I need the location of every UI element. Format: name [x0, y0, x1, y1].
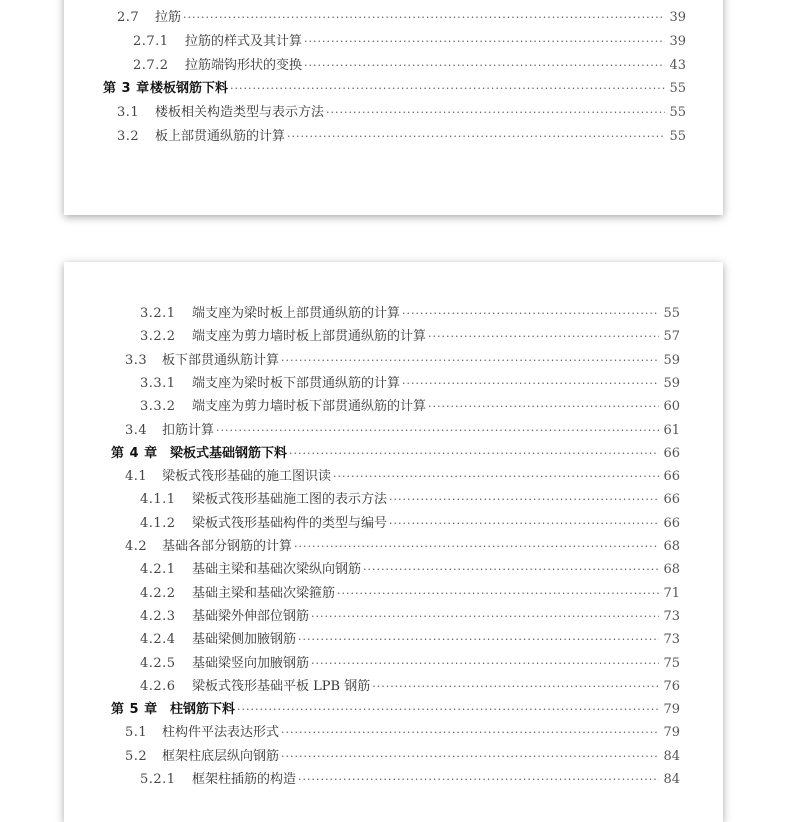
entry-title: 基础主梁和基础次梁纵向钢筋: [192, 562, 362, 578]
dot-leader: [326, 103, 665, 123]
toc-entry-subsection[interactable]: [133, 32, 686, 52]
entry-number: 2.7: [117, 10, 140, 25]
entry-page-number: 59: [663, 375, 680, 391]
toc-entry-section[interactable]: [117, 127, 686, 147]
entry-number: 4.2.1: [140, 562, 176, 578]
toc-entry-subsection[interactable]: [140, 654, 680, 674]
dot-leader: [304, 32, 665, 52]
entry-number: 4.1.1: [140, 492, 176, 508]
dot-leader: [333, 467, 659, 487]
entry-number: 3.3.2: [140, 399, 176, 415]
dot-leader: [311, 654, 659, 674]
entry-number: 4.1: [125, 469, 148, 485]
entry-number: 第 4 章: [111, 445, 158, 461]
entry-page-number: 55: [669, 105, 686, 121]
toc-entry-subsection[interactable]: [140, 607, 680, 627]
entry-number: 5.1: [125, 725, 148, 741]
entry-page-number: 68: [663, 539, 680, 554]
entry-page-number: 39: [669, 10, 686, 25]
dot-leader: [281, 351, 659, 371]
entry-number: 2.7.2: [133, 57, 169, 73]
dot-leader: [298, 630, 659, 650]
entry-title: 框架柱底层纵向钢筋: [162, 748, 280, 764]
dot-leader: [237, 700, 659, 720]
dot-leader: [337, 584, 659, 604]
toc-page-2: [64, 262, 723, 822]
entry-title: 基础主梁和基础次梁箍筋: [192, 585, 336, 601]
dot-leader: [289, 444, 659, 464]
toc-entry-subsection[interactable]: [133, 56, 686, 76]
entry-title: 基础梁竖向加腋钢筋: [192, 655, 310, 671]
entry-number: 3.2.1: [140, 306, 176, 321]
entry-number: 3.3.1: [140, 375, 176, 391]
entry-number: 第 3 章: [103, 81, 150, 97]
toc-entry-section[interactable]: [125, 467, 680, 487]
entry-page-number: 73: [663, 608, 680, 624]
entry-title: 扣筋计算: [162, 422, 215, 438]
entry-page-number: 84: [663, 772, 680, 787]
toc-entry-chapter[interactable]: [111, 700, 680, 720]
dot-leader: [311, 607, 659, 627]
entry-page-number: 76: [663, 678, 680, 694]
entry-title: 梁板式筏形基础施工图的表示方法: [192, 492, 388, 508]
entry-title: 柱构件平法表达形式: [162, 725, 280, 741]
toc-entry-subsection[interactable]: [140, 397, 680, 417]
toc-entry-chapter[interactable]: [103, 79, 686, 99]
entry-title: 板上部贯通纵筋的计算: [155, 129, 286, 144]
dot-leader: [389, 514, 659, 534]
entry-page-number: 79: [663, 725, 680, 741]
dot-leader: [294, 537, 659, 557]
entry-title: 拉筋端钩形状的变换: [185, 57, 303, 73]
entry-title: 端支座为剪力墙时板上部贯通纵筋的计算: [192, 329, 427, 345]
entry-title: 梁板式基础钢筋下料: [170, 445, 288, 461]
entry-page-number: 60: [663, 399, 680, 415]
entry-page-number: 71: [663, 585, 680, 601]
entry-page-number: 66: [663, 469, 680, 485]
entry-page-number: 55: [663, 306, 680, 321]
dot-leader: [298, 770, 659, 790]
entry-page-number: 66: [663, 445, 680, 461]
entry-number: 4.2.4: [140, 632, 176, 648]
entry-title: 框架柱插筋的构造: [192, 772, 297, 787]
toc-entry-section[interactable]: [125, 351, 680, 371]
entry-page-number: 55: [669, 129, 686, 144]
entry-page-number: 43: [669, 57, 686, 73]
toc-entry-subsection[interactable]: [140, 584, 680, 604]
entry-number: 5.2: [125, 748, 148, 764]
entry-page-number: 79: [663, 702, 680, 718]
toc-entry-subsection[interactable]: [140, 514, 680, 534]
entry-title: 端支座为梁时板上部贯通纵筋的计算: [192, 306, 401, 321]
entry-number: 4.2.6: [140, 678, 176, 694]
dot-leader: [428, 327, 659, 347]
entry-page-number: 68: [663, 562, 680, 578]
entry-page-number: 66: [663, 492, 680, 508]
entry-number: 4.2: [125, 539, 148, 554]
entry-number: 3.3: [125, 352, 148, 368]
toc-entry-section[interactable]: [125, 723, 680, 743]
entry-number: 4.1.2: [140, 515, 176, 531]
toc-entry-subsection[interactable]: [140, 560, 680, 580]
dot-leader: [389, 490, 659, 510]
dot-leader: [183, 8, 665, 28]
entry-page-number: 66: [663, 515, 680, 531]
entry-number: 2.7.1: [133, 33, 169, 49]
entry-number: 3.4: [125, 422, 148, 438]
entry-title: 梁板式筏形基础构件的类型与编号: [192, 515, 388, 531]
entry-title: 拉筋: [155, 10, 182, 25]
toc-entry-section[interactable]: [125, 421, 680, 441]
entry-number: 4.2.5: [140, 655, 176, 671]
toc-entry-subsection[interactable]: [140, 770, 680, 790]
entry-number: 3.2: [117, 129, 140, 144]
entry-number: 5.2.1: [140, 772, 176, 787]
entry-title: 拉筋的样式及其计算: [185, 33, 303, 49]
dot-leader: [281, 747, 659, 767]
entry-number: 3.2.2: [140, 329, 176, 345]
entry-title: 楼板相关构造类型与表示方法: [155, 105, 325, 121]
dot-leader: [216, 421, 659, 441]
entry-page-number: 59: [663, 352, 680, 368]
entry-page-number: 75: [663, 655, 680, 671]
toc-entry-subsection[interactable]: [140, 327, 680, 347]
toc-page-1: [64, 0, 723, 215]
entry-title: 梁板式筏形基础平板 LPB 钢筋: [192, 678, 371, 694]
entry-page-number: 39: [669, 33, 686, 49]
dot-leader: [372, 677, 659, 697]
entry-number: 4.2.3: [140, 608, 176, 624]
entry-number: 3.1: [117, 105, 140, 121]
entry-number: 4.2.2: [140, 585, 176, 601]
dot-leader: [287, 127, 665, 147]
toc-entry-section[interactable]: [125, 747, 680, 767]
toc-entry-section[interactable]: [125, 537, 680, 557]
entry-page-number: 84: [663, 748, 680, 764]
entry-title: 端支座为梁时板下部贯通纵筋的计算: [192, 375, 401, 391]
toc-entry-chapter[interactable]: [111, 444, 680, 464]
dot-leader: [304, 56, 665, 76]
toc-entry-subsection[interactable]: [140, 304, 680, 324]
dot-leader: [428, 397, 659, 417]
entry-title: 梁板式筏形基础的施工图识读: [162, 469, 332, 485]
entry-title: 柱钢筋下料: [170, 702, 236, 718]
entry-title: 基础梁侧加腋钢筋: [192, 632, 297, 648]
entry-number: 第 5 章: [111, 702, 158, 718]
entry-title: 基础各部分钢筋的计算: [162, 539, 293, 554]
dot-leader: [230, 79, 665, 99]
entry-page-number: 61: [663, 422, 680, 438]
toc-entry-subsection[interactable]: [140, 374, 680, 394]
dot-leader: [281, 723, 659, 743]
dot-leader: [402, 304, 659, 324]
entry-title: 端支座为剪力墙时板下部贯通纵筋的计算: [192, 399, 427, 415]
toc-entry-subsection[interactable]: [140, 490, 680, 510]
entry-page-number: 55: [669, 81, 686, 97]
entry-title: 板下部贯通纵筋计算: [162, 352, 280, 368]
toc-entry-subsection[interactable]: [140, 677, 680, 697]
entry-page-number: 73: [663, 632, 680, 648]
dot-leader: [402, 374, 659, 394]
entry-title: 基础梁外伸部位钢筋: [192, 608, 310, 624]
dot-leader: [363, 560, 659, 580]
entry-page-number: 57: [663, 329, 680, 345]
entry-title: 楼板钢筋下料: [150, 81, 229, 97]
toc-entry-subsection[interactable]: [140, 630, 680, 650]
toc-entry-section[interactable]: [117, 103, 686, 123]
toc-entry-section[interactable]: [117, 8, 686, 28]
